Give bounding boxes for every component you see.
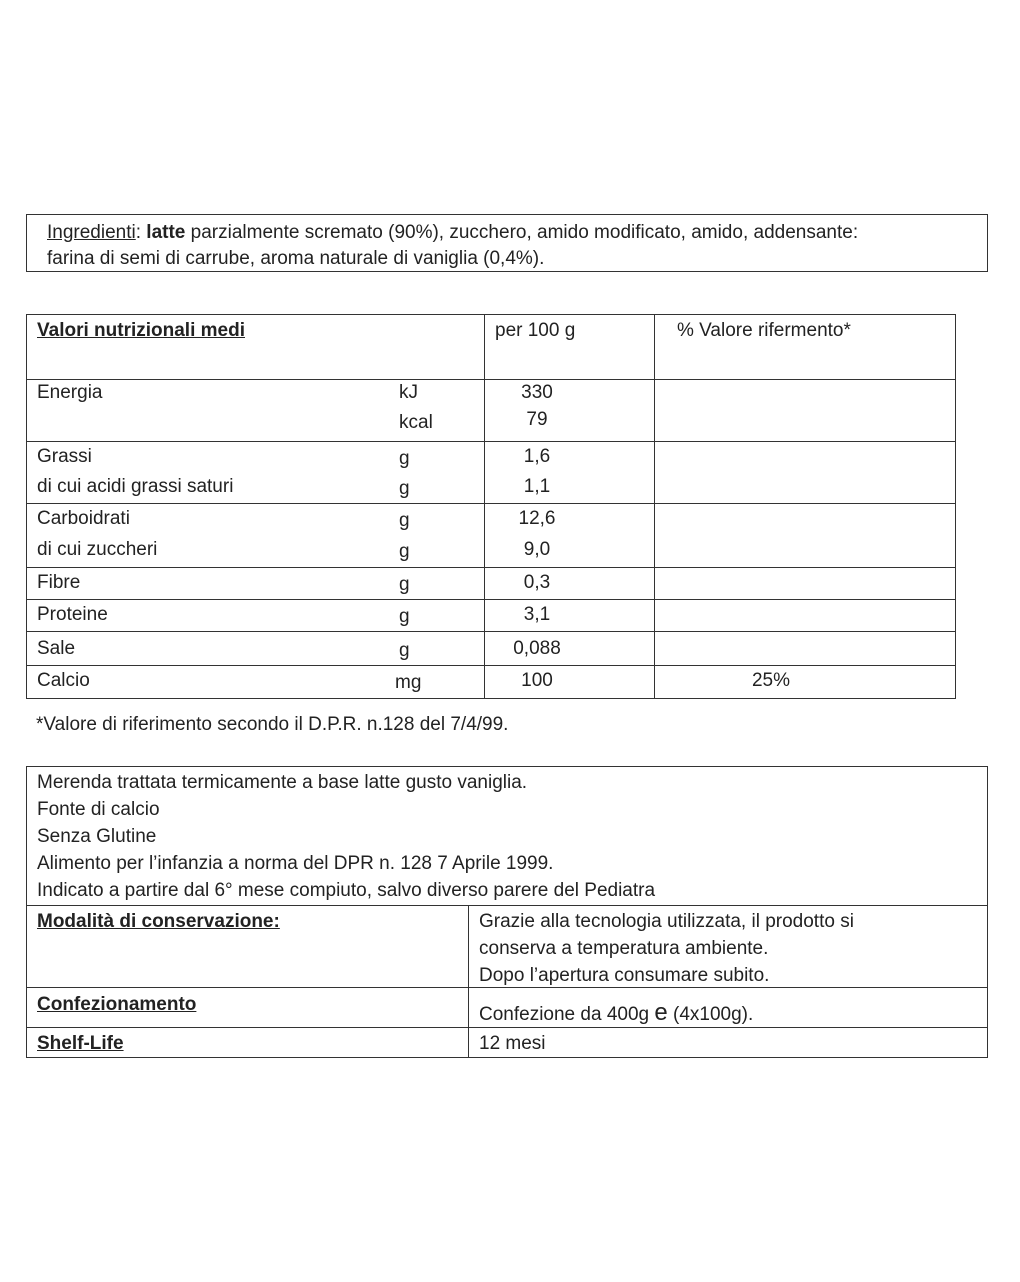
nutrition-footnote: *Valore di riferimento secondo il D.P.R. n.128 del 7/4/99. — [36, 714, 509, 735]
row-unit: g — [399, 448, 410, 469]
row-unit: kJ — [399, 382, 418, 403]
row-unit: kcal — [399, 412, 433, 433]
row-unit: g — [399, 541, 410, 562]
row-unit: g — [399, 574, 410, 595]
row-name: Grassi — [37, 446, 92, 467]
nutrition-header-ref: % Valore rifermento* — [677, 320, 851, 341]
row-unit: g — [399, 478, 410, 499]
row-unit: mg — [395, 672, 422, 693]
row-name: Proteine — [37, 604, 108, 625]
row-value: 0,088 — [513, 638, 561, 659]
description-line: Fonte di calcio — [37, 799, 160, 820]
row-value: 1,1 — [523, 476, 551, 497]
packaging-suffix: (4x100g). — [673, 1004, 754, 1025]
nutrition-table — [26, 314, 956, 699]
storage-label: Modalità di conservazione: — [37, 911, 280, 932]
row-value: 3,1 — [523, 604, 551, 625]
row-name: Sale — [37, 638, 76, 659]
row-name: di cui zuccheri — [37, 539, 158, 560]
packaging-e: e — [654, 999, 668, 1026]
ingredients-line-1 — [47, 223, 858, 242]
row-unit: g — [399, 510, 410, 531]
ingredients-box — [26, 214, 988, 272]
storage-line: Dopo l’apertura consumare subito. — [479, 965, 770, 986]
row-name: Fibre — [37, 572, 81, 593]
row-value: 79 — [526, 409, 548, 430]
description-line: Alimento per l’infanzia a norma del DPR n. 128 7 Aprile 1999. — [37, 853, 554, 874]
ingredients-sep: : — [135, 222, 142, 243]
ingredients-label: Ingredienti — [47, 222, 136, 243]
storage-line: Grazie alla tecnologia utilizzata, il prodotto si — [479, 911, 854, 932]
ingredients-highlight: latte — [146, 222, 186, 243]
packaging-value — [479, 1001, 753, 1025]
description-line: Merenda trattata termicamente a base latte gusto vaniglia. — [37, 772, 528, 793]
nutrition-header-label: Valori nutrizionali medi — [37, 320, 245, 341]
description-line: Indicato a partire dal 6° mese compiuto, salvo diverso parere del Pediatra — [37, 880, 656, 901]
row-name: Carboidrati — [37, 508, 130, 529]
row-ref: 25% — [751, 670, 791, 691]
nutrition-header-per: per 100 g — [495, 320, 576, 341]
row-value: 1,6 — [523, 446, 551, 467]
shelf-life-label: Shelf-Life — [37, 1033, 124, 1054]
row-unit: g — [399, 606, 410, 627]
row-value: 0,3 — [523, 572, 551, 593]
row-value: 9,0 — [523, 539, 551, 560]
ingredients-line-2: farina di semi di carrube, aroma naturale di vaniglia (0,4%). — [47, 248, 545, 269]
row-value: 12,6 — [518, 508, 556, 529]
shelf-life-value: 12 mesi — [479, 1033, 546, 1054]
packaging-prefix: Confezione da 400g — [479, 1004, 650, 1025]
description-line: Senza Glutine — [37, 826, 157, 847]
details-box — [26, 766, 988, 1058]
row-name: di cui acidi grassi saturi — [37, 476, 234, 497]
packaging-label: Confezionamento — [37, 994, 197, 1015]
row-value: 100 — [521, 670, 553, 691]
row-name: Calcio — [37, 670, 90, 691]
row-value: 330 — [521, 382, 553, 403]
row-name: Energia — [37, 382, 103, 403]
storage-line: conserva a temperatura ambiente. — [479, 938, 769, 959]
row-unit: g — [399, 640, 410, 661]
ingredients-rest: parzialmente scremato (90%), zucchero, amido modificato, amido, addensante: — [190, 222, 859, 243]
